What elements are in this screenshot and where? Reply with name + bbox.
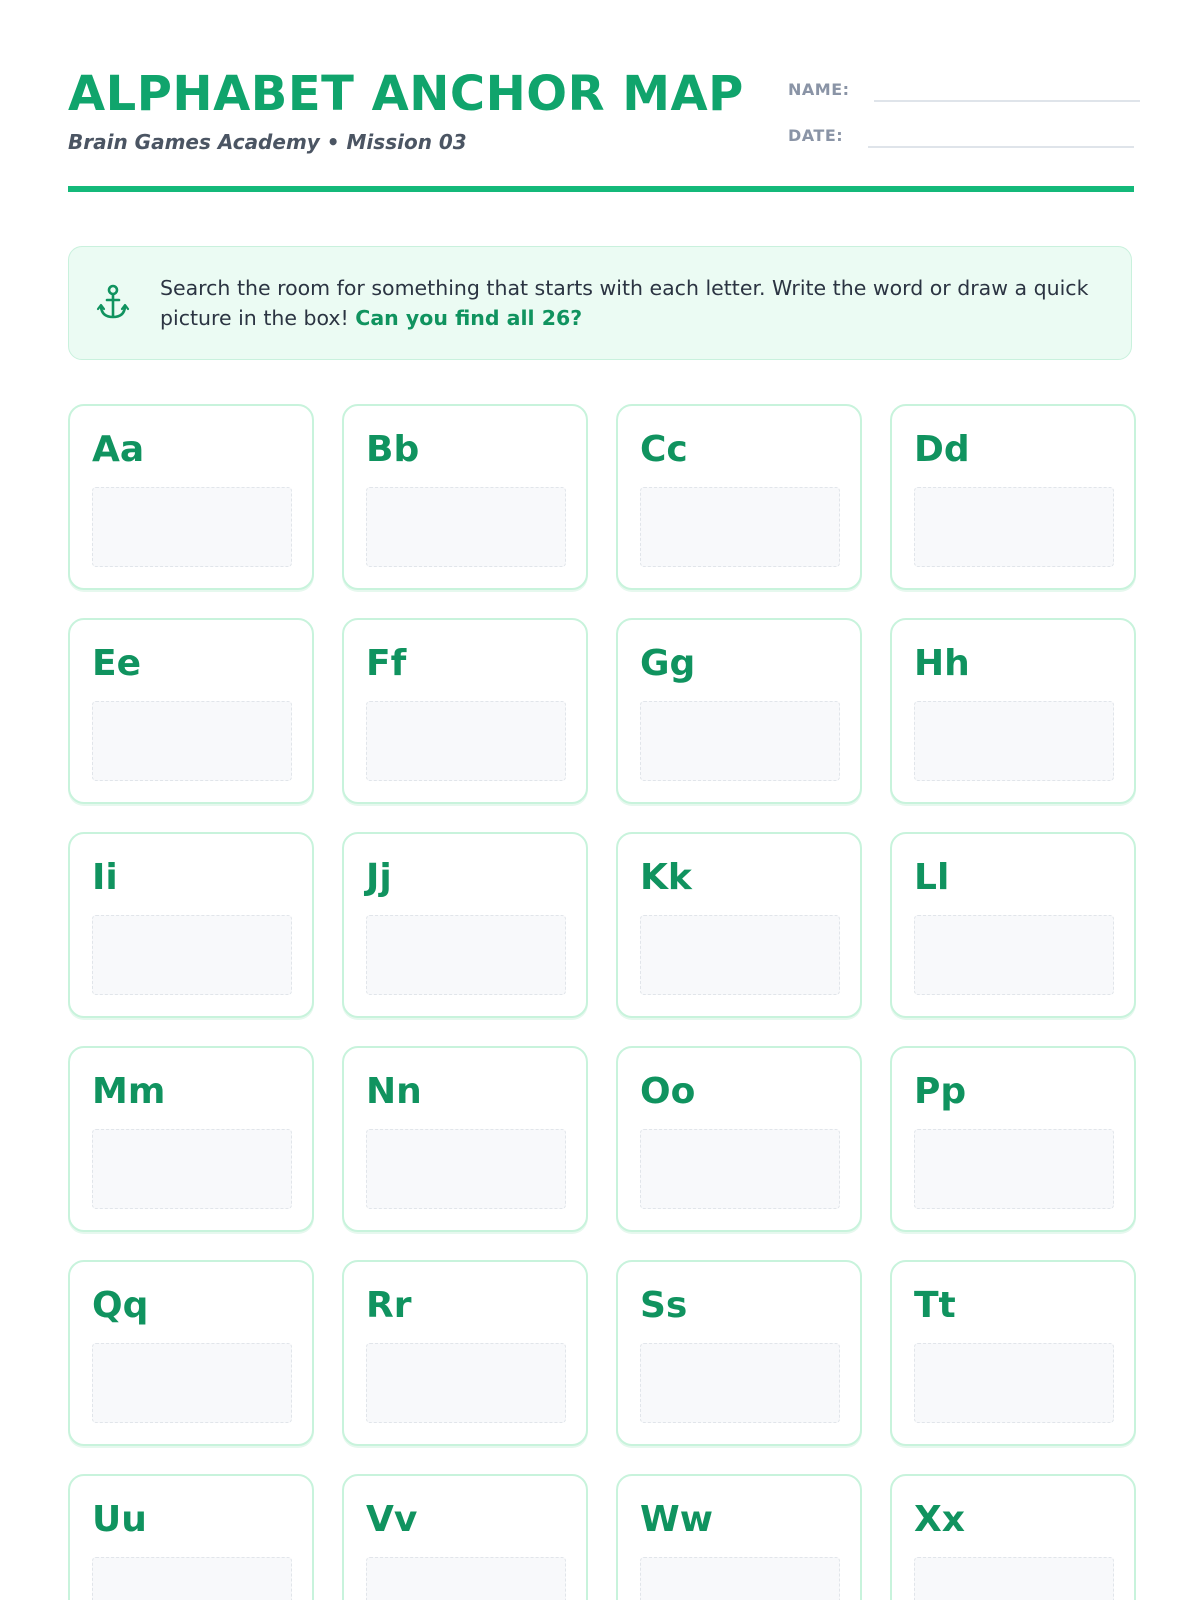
answer-box[interactable] <box>92 1343 292 1423</box>
letter-card <box>342 1260 588 1446</box>
answer-box[interactable] <box>366 1343 566 1423</box>
letter-card <box>616 1474 862 1600</box>
letter-card <box>890 618 1136 804</box>
answer-box[interactable] <box>914 487 1114 567</box>
card-letter: Kk <box>640 857 692 898</box>
answer-box[interactable] <box>640 1129 840 1209</box>
card-letter: Dd <box>914 429 970 470</box>
letter-card <box>890 404 1136 590</box>
letter-card <box>68 1046 314 1232</box>
card-letter: Ss <box>640 1285 688 1326</box>
anchor-icon <box>95 283 131 323</box>
card-letter: Uu <box>92 1499 147 1540</box>
answer-box[interactable] <box>640 1343 840 1423</box>
letter-card <box>616 1046 862 1232</box>
card-letter: Ll <box>914 857 950 898</box>
answer-box[interactable] <box>914 701 1114 781</box>
card-letter: Pp <box>914 1071 967 1112</box>
date-label: DATE: <box>788 126 844 145</box>
instructions-body: Search the room for something that starts with each letter. Write the word or draw a quick picture in the box! <box>160 276 1089 330</box>
letter-card <box>616 618 862 804</box>
letter-card <box>890 1260 1136 1446</box>
card-letter: Bb <box>366 429 420 470</box>
answer-box[interactable] <box>640 487 840 567</box>
answer-box[interactable] <box>640 701 840 781</box>
answer-box[interactable] <box>640 1557 840 1600</box>
instructions-emphasis: Can you find all 26? <box>355 306 583 330</box>
letter-card <box>616 1260 862 1446</box>
card-letter: Hh <box>914 643 970 684</box>
card-letter: Ff <box>366 643 407 684</box>
card-letter: Ee <box>92 643 142 684</box>
answer-box[interactable] <box>914 1557 1114 1600</box>
answer-box[interactable] <box>640 915 840 995</box>
answer-box[interactable] <box>366 487 566 567</box>
worksheet-page <box>68 0 1134 1600</box>
page-title: ALPHABET ANCHOR MAP <box>68 66 744 122</box>
card-letter: Mm <box>92 1071 166 1112</box>
answer-box[interactable] <box>366 701 566 781</box>
answer-box[interactable] <box>92 487 292 567</box>
card-letter: Rr <box>366 1285 412 1326</box>
card-letter: Jj <box>366 857 392 898</box>
card-letter: Tt <box>914 1285 956 1326</box>
card-letter: Aa <box>92 429 145 470</box>
letter-card <box>890 1046 1136 1232</box>
card-letter: Gg <box>640 643 696 684</box>
card-letter: Qq <box>92 1285 149 1326</box>
page-subtitle: Brain Games Academy • Mission 03 <box>68 130 467 154</box>
letter-card <box>68 832 314 1018</box>
card-letter: Oo <box>640 1071 696 1112</box>
name-label: NAME: <box>788 80 850 99</box>
name-field[interactable] <box>788 76 1134 106</box>
letter-card <box>342 404 588 590</box>
letter-card <box>616 404 862 590</box>
card-letter: Cc <box>640 429 688 470</box>
answer-box[interactable] <box>366 1129 566 1209</box>
letter-card <box>68 618 314 804</box>
instructions-text <box>160 273 1110 333</box>
card-letter: Vv <box>366 1499 418 1540</box>
card-letter: Xx <box>914 1499 965 1540</box>
answer-box[interactable] <box>92 1557 292 1600</box>
letter-card <box>616 832 862 1018</box>
letter-card <box>342 832 588 1018</box>
date-line[interactable] <box>868 146 1134 148</box>
name-line[interactable] <box>874 100 1140 102</box>
card-letter: Nn <box>366 1071 422 1112</box>
answer-box[interactable] <box>914 1343 1114 1423</box>
card-letter: Ii <box>92 857 118 898</box>
instructions-box <box>68 246 1132 360</box>
letter-card <box>890 832 1136 1018</box>
answer-box[interactable] <box>914 915 1114 995</box>
letter-card <box>68 404 314 590</box>
answer-box[interactable] <box>366 915 566 995</box>
letter-card <box>342 1046 588 1232</box>
answer-box[interactable] <box>92 1129 292 1209</box>
letter-card <box>68 1474 314 1600</box>
date-field[interactable] <box>788 122 1134 152</box>
letter-card <box>68 1260 314 1446</box>
answer-box[interactable] <box>92 915 292 995</box>
worksheet-header <box>68 66 1134 194</box>
answer-box[interactable] <box>92 701 292 781</box>
card-letter: Ww <box>640 1499 713 1540</box>
answer-box[interactable] <box>366 1557 566 1600</box>
header-rule <box>68 186 1134 192</box>
letter-card <box>890 1474 1136 1600</box>
answer-box[interactable] <box>914 1129 1114 1209</box>
letter-card <box>342 1474 588 1600</box>
letter-card <box>342 618 588 804</box>
